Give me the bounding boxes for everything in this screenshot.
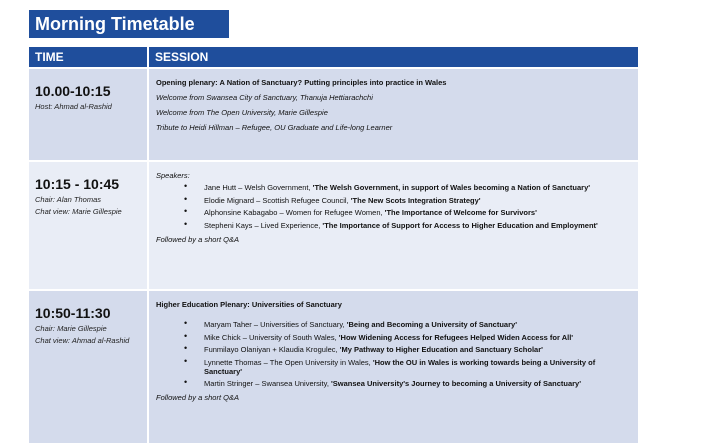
time-cell: [29, 161, 148, 290]
speaker-item: [156, 343, 630, 355]
speaker-list: [156, 181, 630, 231]
talk-title: 'The New Scots Integration Strategy': [350, 195, 481, 205]
speaker-item: [156, 355, 630, 376]
session-line: Tribute to Heidi Hillman – Refugee, OU Graduate and Life-long Learner: [156, 123, 393, 132]
session-line: Welcome from The Open University, Marie Gillespie: [156, 108, 328, 117]
page-title: Morning Timetable: [29, 10, 229, 38]
speaker-item: [156, 318, 630, 330]
bullet-icon: •: [184, 181, 188, 191]
bullet-icon: •: [184, 206, 188, 217]
talk-title: 'How the OU in Wales is working towards being a University of Sanctuary': [204, 357, 596, 376]
speaker-item: [156, 377, 630, 389]
session-cell: [148, 161, 638, 290]
slot-role: Chair: Alan Thomas: [35, 195, 101, 204]
speaker-item: [156, 206, 630, 218]
speaker-item: [156, 193, 630, 206]
speaker-item: [156, 218, 630, 231]
speaker-name: Funmilayo Olaniyan + Klaudia Krogulec,: [204, 345, 340, 355]
talk-title: 'How Widening Access for Refugees Helped Widen Access for All': [338, 332, 574, 342]
speaker-name: Jane Hutt – Welsh Government,: [204, 183, 313, 192]
speaker-item: [156, 181, 630, 193]
speaker-list: [156, 318, 630, 389]
session-column-header: SESSION: [148, 47, 638, 68]
speaker-name: Alphonsine Kabagabo – Women for Refugee Women,: [204, 208, 385, 218]
speaker-item: [156, 330, 630, 343]
slot-role: Chat view: Marie Gillespie: [35, 207, 122, 216]
timetable: [29, 47, 638, 443]
slot-time: 10:15 - 10:45: [35, 176, 120, 192]
session-heading: Opening plenary: A Nation of Sanctuary? Putting principles into practice in Wales: [156, 78, 447, 87]
bullet-icon: •: [184, 330, 188, 341]
session-cell: [148, 290, 638, 443]
time-cell: [29, 290, 148, 443]
talk-title: 'The Importance of Support for Access to Higher Education and Employment': [322, 220, 598, 230]
session-cell: [148, 68, 638, 161]
bullet-icon: •: [184, 318, 188, 328]
speaker-name: Lynnette Thomas – The Open University in Wales,: [204, 357, 373, 367]
header-row: [29, 47, 638, 68]
time-column-header: TIME: [29, 47, 148, 68]
slot-role: Host: Ahmad al-Rashid: [35, 102, 112, 111]
slot-time: 10.00-10:15: [35, 83, 111, 99]
speaker-name: Martin Stringer – Swansea University,: [204, 379, 331, 389]
slot-time: 10:50-11:30: [35, 305, 111, 321]
bullet-icon: •: [184, 193, 188, 204]
slot-role: Chair: Marie Gillespie: [35, 324, 107, 333]
speaker-name: Mike Chick – University of South Wales,: [204, 332, 339, 342]
speaker-name: Maryam Taher – Universities of Sanctuary,: [204, 320, 347, 329]
bullet-icon: •: [184, 218, 188, 229]
talk-title: 'The Importance of Welcome for Survivors': [384, 208, 537, 218]
session-line: Welcome from Swansea City of Sanctuary, Thanuja Hettiarachchi: [156, 93, 373, 102]
bullet-icon: •: [184, 355, 188, 366]
timetable-row: [29, 290, 638, 443]
qa-note: Followed by a short Q&A: [156, 392, 239, 402]
bullet-icon: •: [184, 343, 188, 354]
speaker-name: Stepheni Kays – Lived Experience,: [204, 220, 323, 230]
slot-role: Chat view: Ahmad al-Rashid: [35, 336, 130, 345]
speaker-name: Elodie Mignard – Scottish Refugee Council,: [204, 195, 351, 205]
talk-title: 'Being and Becoming a University of Sanctuary': [346, 320, 517, 329]
timetable-row: [29, 68, 638, 161]
talk-title: 'The Welsh Government, in support of Wales becoming a Nation of Sanctuary': [312, 183, 591, 192]
talk-title: 'Swansea University's Journey to becoming a University of Sanctuary': [331, 379, 582, 389]
speakers-label: Speakers:: [156, 171, 190, 180]
time-cell: [29, 68, 148, 161]
talk-title: 'My Pathway to Higher Education and Sanctuary Scholar': [339, 345, 543, 355]
bullet-icon: •: [184, 377, 188, 388]
qa-note: Followed by a short Q&A: [156, 234, 239, 244]
session-heading: Higher Education Plenary: Universities of Sanctuary: [156, 300, 342, 309]
timetable-row: [29, 161, 638, 290]
